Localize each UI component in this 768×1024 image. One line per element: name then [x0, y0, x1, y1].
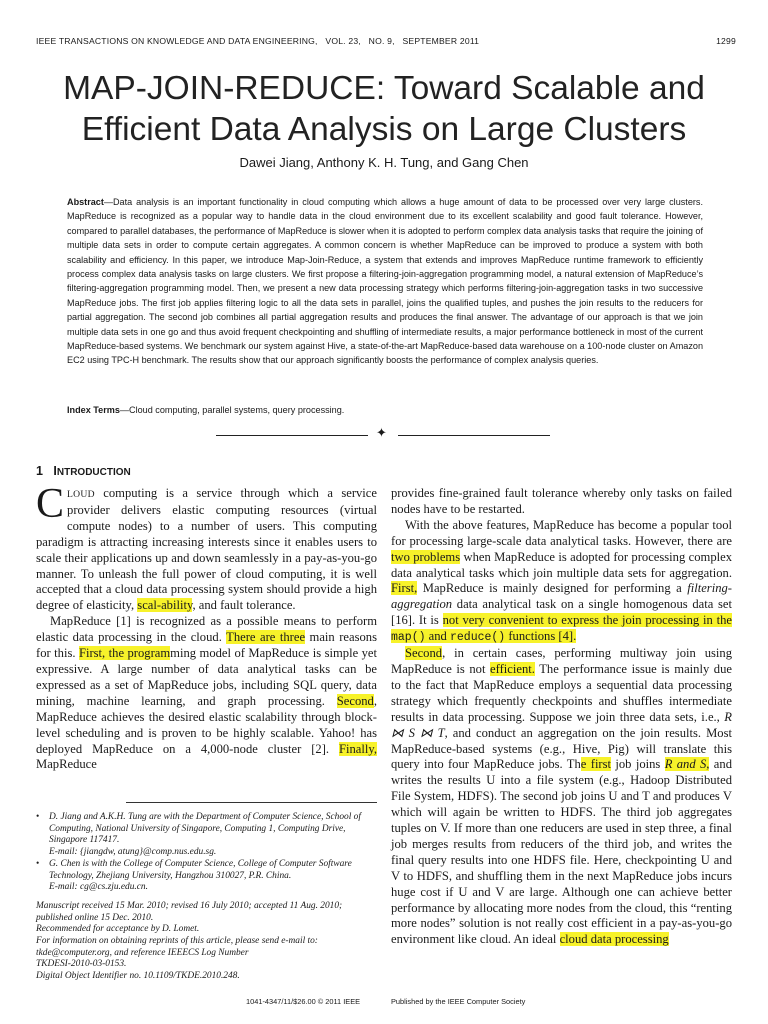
highlight-text: not very convenient to express the join processing in the [442, 613, 732, 628]
text-run: , and fault tolerance. [192, 598, 296, 613]
emphasis: filtering-aggregation [391, 581, 732, 612]
footnote-email: E-mail: {jiangdw, atung}@comp.nus.edu.sg. [49, 847, 217, 858]
highlight: First, the program [78, 646, 171, 661]
section-title-rest: NTRODUCTION [56, 467, 131, 478]
section-heading [36, 464, 131, 478]
text-run: job joins [611, 757, 665, 772]
bullet-icon: • [36, 858, 40, 869]
text-run: , MapReduce achieves the desired elastic scalability through block-level scheduling and is proven to be highly scalable. Yahoo! has deployed MapReduce on a 4,000-node cluster [2]. [36, 693, 377, 756]
text-run: data analytical task on a single homogenous data set [16]. It is [391, 597, 732, 628]
footer-publisher: Published by the IEEE Computer Society [391, 997, 526, 1006]
abstract-text: —Data analysis is an important functionality in cloud computing which allows a huge amount of data to be processed over very large clusters. MapReduce is recognized as a popular way to handle data in the cloud environment due to its excellent scalability and good fault tolerance. However, compared to parallel databases, the performance of MapReduce is slower when it is adopted to perform complex data analysis tasks that require the joining of multiple data sets in order to compute certain aggregates. A common concern is whether MapReduce can be improved to produce a system with both scalability and efficiency. In this paper, we introduce Map-Join-Reduce, a system that extends and improves MapReduce runtime framework to efficiently process complex data analysis tasks on large clusters. We first propose a filtering-join-aggregation programming model, a natural extension of MapReduce’s filtering-aggregation programming model. Then, we present a new data processing strategy which performs filtering-join-aggregation tasks in two successive MapReduce jobs. The first job applies filtering logic to all the data sets in parallel, joins the qualified tuples, and pushes the join results to the reducers for partial aggregation. The second job combines all partial aggregation results and produces the final answer. The advantage of our approach is that we join multiple data sets in one go and thus avoid frequent checkpointing and shuffling of intermediate results, a major performance bottleneck in most of the current MapReduce-based systems. We benchmark our system against Hive, a state-of-the-art MapReduce-based data warehouse on a 100-node cluster on Amazon EC2 using TPC-H benchmark. The results show that our approach significantly boosts the performance of complex analysis queries. [67, 197, 703, 366]
manuscript-dates: Manuscript received 15 Mar. 2010; revised 16 July 2010; accepted 11 Aug. 2010; published online 15 Dec. 2010. [36, 900, 343, 923]
left-column [36, 481, 378, 773]
code-reduce: reduce() [450, 631, 506, 645]
text-run: MapReduce [36, 757, 97, 772]
abstract [67, 195, 703, 368]
journal-info: IEEE TRANSACTIONS ON KNOWLEDGE AND DATA ENGINEERING, VOL. 23, NO. 9, SEPTEMBER 2011 [36, 36, 480, 46]
highlight: Second [336, 693, 374, 708]
index-terms-label: Index Terms [67, 405, 120, 415]
manuscript-editor: Recommended for acceptance by D. Lomet. [36, 924, 200, 935]
section-initial: I [53, 464, 57, 478]
paper-title [20, 68, 748, 150]
separator-rule-left [216, 435, 368, 436]
highlight: There are three [226, 630, 306, 645]
right-paragraph-2 [391, 518, 732, 646]
text-run: ming model of MapReduce is simple yet expressive. A large number of data analytical tasks can be expressed as a set of MapReduce jobs, including SQL query, data mining, machine learning, and graph processing. [36, 646, 377, 708]
title-line-1: MAP-JOIN-REDUCE: Toward Scalable and [63, 70, 705, 107]
index-terms [67, 405, 703, 415]
bullet-icon: • [36, 812, 40, 822]
drop-cap: C [36, 481, 65, 527]
text-run: when MapReduce is adopted for processing complex data analytical tasks which join multiple data sets for aggregation. [391, 549, 732, 580]
footer-copyright: 1041-4347/11/$26.00 © 2011 IEEE [246, 997, 361, 1006]
highlight [391, 613, 732, 643]
highlight: Second [405, 646, 443, 661]
join-expression: R ⋈ S ⋈ T [391, 709, 732, 740]
footnote-affiliation-2 [36, 859, 377, 894]
intro-paragraph-1 [36, 481, 377, 614]
text-run: With the above features, MapReduce has become a popular tool for processing large-scale data analytical tasks. However, there are [391, 517, 732, 548]
highlight: cloud data processing [559, 932, 669, 947]
right-column [391, 486, 732, 948]
running-header [36, 36, 736, 46]
footnote-text: D. Jiang and A.K.H. Tung are with the Department of Computer Science, School of Computing, National University of Singapore, Computing 1, Computing Drive, Singapore 117417. [49, 812, 361, 846]
highlight: First, [391, 581, 418, 596]
highlight: Finally, [338, 741, 377, 756]
intro-paragraph-2 [36, 614, 377, 773]
right-paragraph-1: provides fine-grained fault tolerance whereby only tasks on failed nodes have to be restarted. [391, 486, 732, 516]
title-line-2: Efficient Data Analysis on Large Clusters [81, 111, 687, 148]
abstract-label: Abstract [67, 197, 104, 207]
footnotes [36, 812, 377, 983]
drop-cap-rest: LOUD [67, 489, 95, 500]
index-terms-text: —Cloud computing, parallel systems, query processing. [119, 405, 345, 415]
footnote-affiliation-1 [36, 812, 377, 859]
footnote-text: G. Chen is with the College of Computer Science, College of Computer Software Technology, Zhejiang University, Hangzhou 310027, P.R. China. [49, 858, 352, 881]
text-run: MapReduce is mainly designed for performing a [417, 581, 688, 596]
authors: Dawei Jiang, Anthony K. H. Tung, and Gang Chen [239, 155, 529, 170]
highlight: R and S, [664, 757, 710, 772]
text-run: , and conduct an aggregation on the join results. Most MapReduce-based systems (e.g., Hive, Pig) will translate this query into four MapReduce jobs. Th [391, 725, 732, 772]
text-run: The performance issue is mainly due to the fact that MapReduce employs a sequential data processing strategy which frequently checkpoints and shuffles intermediate results in data processing. Suppose we join three data sets, i.e., [391, 661, 732, 724]
manuscript-info [36, 901, 377, 983]
highlight: efficient. [490, 661, 535, 676]
separator-diamond-icon: ✦ [376, 425, 387, 440]
text-run: and [425, 629, 450, 644]
highlight: scal-ability [137, 598, 193, 613]
highlight: two problems [391, 549, 461, 564]
separator-rule-right [398, 435, 550, 436]
text-run: MapReduce [1] is recognized as a possible means to perform elastic data processing in the cloud. [36, 614, 377, 645]
footnote-email: E-mail: cg@cs.zju.edu.cn. [49, 882, 148, 893]
highlight: e first [580, 757, 612, 772]
page-number: 1299 [716, 36, 736, 46]
highlight-text: functions [4]. [505, 629, 577, 644]
text-run: and writes the results U into a file system (e.g., Hadoop Distributed File System, HDFS). The second job joins U and T and produces V which will again be written to HDFS. The third job aggregates tuples on V. If more than one reducers are used in step three, a final job merges results from reducers of the third job, and writes the final query results into one HDFS file. Here, checkpointing U and V to HDFS, and shuffling them in the next MapReduce jobs incurs huge cost if U and V are large. Although one can achieve better performance by allocating more nodes from the cloud, this “renting more nodes” solution is not really cost efficient in a pay-as-you-go environment like cloud. An ideal [391, 757, 732, 947]
text-run: computing is a service through which a service provider delivers elastic computing resources (virtual compute nodes) to a number of users. This computing paradigm is attracting increasing interests since it enables users to scale their applications up and down seamlessly in a pay-as-you-go manner. To unleash the full power of cloud computing, it is well accepted that a cloud data processing system should provide a high degree of elasticity, [36, 486, 377, 613]
section-number: 1 [36, 464, 43, 478]
manuscript-doi: Digital Object Identifier no. 10.1109/TKDE.2010.248. [36, 971, 240, 982]
text-run: , in certain cases, performing multiway join using MapReduce is not [391, 646, 732, 676]
text-run: main reasons for this. [36, 630, 378, 661]
right-paragraph-3 [391, 646, 732, 948]
manuscript-log-number: TKDESI-2010-03-0153. [36, 959, 127, 970]
code-map: map() [391, 631, 426, 645]
manuscript-reprints: For information on obtaining reprints of this article, please send e-mail to: tkde@computer.org, and reference IEEECS Log Number [36, 936, 318, 958]
footnote-rule [126, 802, 377, 803]
